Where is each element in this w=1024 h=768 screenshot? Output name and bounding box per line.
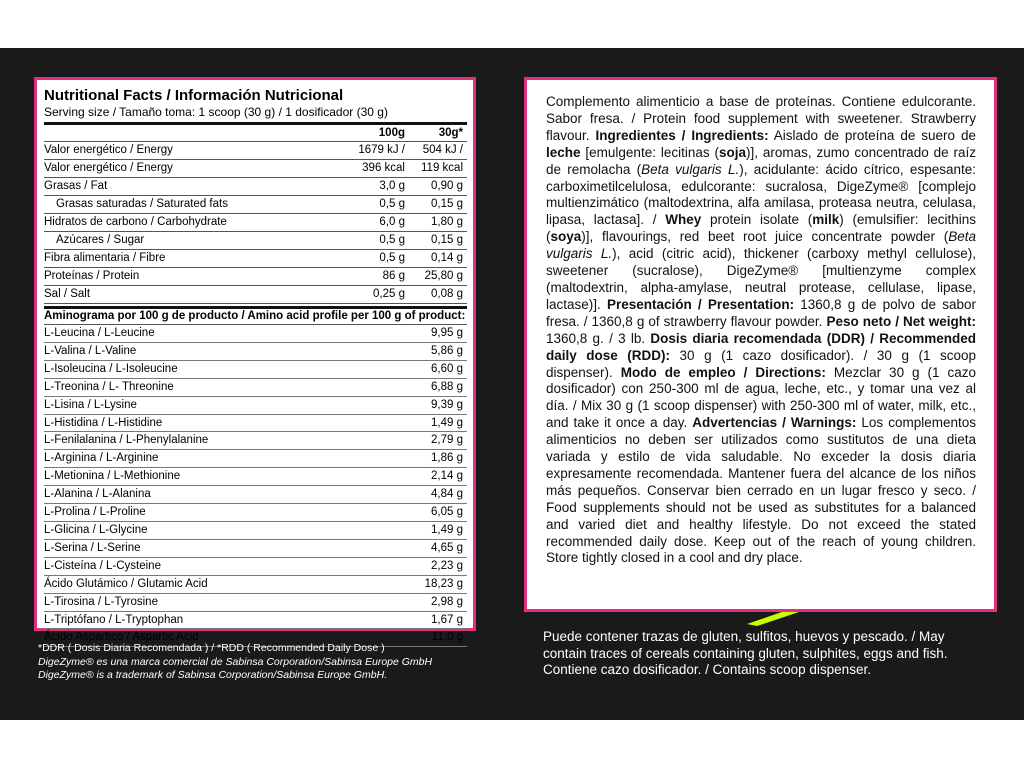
nutrition-title: Nutritional Facts / Información Nutricional	[44, 87, 344, 104]
nutrient-name: Valor energético / Energy	[44, 142, 353, 160]
value-100g: 1679 kJ /	[353, 142, 411, 160]
nutrient-name: Hidratos de carbono / Carbohydrate	[44, 214, 353, 232]
nutrition-row	[44, 178, 467, 196]
amino-row	[44, 539, 467, 557]
allergen-whey: Whey	[665, 212, 702, 228]
amino-value: 4,65 g	[393, 539, 467, 557]
amino-row	[44, 468, 467, 486]
nutrition-row	[44, 268, 467, 286]
nutrient-name: Proteínas / Protein	[44, 268, 353, 286]
amino-name: L-Leucina / L-Leucine	[44, 325, 393, 342]
amino-value: 1,49 g	[393, 414, 467, 432]
amino-row	[44, 378, 467, 396]
amino-value: 6,60 g	[393, 360, 467, 378]
amino-table	[44, 325, 467, 647]
amino-name: Ácido Aspártico / Aspartic Acid	[44, 629, 393, 647]
nutrient-name: Valor energético / Energy	[44, 160, 353, 178]
value-30g: 1,80 g	[411, 214, 467, 232]
trademark-note-es: DigeZyme® es una marca comercial de Sabinsa Corporation/Sabinsa Europe GmbH	[38, 655, 433, 668]
nutrition-row	[44, 160, 467, 178]
amino-row	[44, 432, 467, 450]
value-30g: 25,80 g	[411, 268, 467, 286]
amino-row	[44, 450, 467, 468]
net-weight-heading: Peso neto / Net weight:	[826, 313, 976, 329]
value-30g: 119 kcal	[411, 160, 467, 178]
value-30g: 0,15 g	[411, 196, 467, 214]
amino-value: 2,79 g	[393, 432, 467, 450]
footnotes	[38, 642, 478, 683]
daily-dose-text: 30 g (1 cazo dosificador). / 30 g (1 scoop dispenser).	[546, 347, 976, 380]
value-30g: 0,08 g	[411, 286, 467, 304]
ingredients-text-segment: )], aromas, zumo concentrado de raíz de remolacha (	[546, 144, 976, 177]
amino-name: L-Triptófano / L-Tryptophan	[44, 611, 393, 629]
amino-value: 4,84 g	[393, 486, 467, 504]
serving-size: Serving size / Tamaño toma: 1 scoop (30 g) / 1 dosificador (30 g)	[44, 105, 467, 125]
amino-value: 9,39 g	[393, 396, 467, 414]
nutrient-name: Grasas / Fat	[44, 178, 353, 196]
amino-name: L-Valina / L-Valine	[44, 342, 393, 360]
amino-name: Ácido Glutámico / Glutamic Acid	[44, 575, 393, 593]
ddr-note: *DDR ( Dosis Diaria Recomendada ) / *RDD ( Recommended Daily Dose )	[38, 642, 385, 654]
allergen-soya: soya	[550, 229, 582, 245]
nutrition-facts-panel	[34, 77, 476, 644]
amino-name: L-Serina / L-Serine	[44, 539, 393, 557]
nutrition-table	[44, 125, 467, 304]
value-100g: 396 kcal	[353, 160, 411, 178]
amino-value: 2,23 g	[393, 557, 467, 575]
amino-name: L-Treonina / L- Threonine	[44, 378, 393, 396]
net-weight-text: 1360,8 g. / 3 lb.	[546, 330, 651, 346]
ingredients-text-segment: ) (emulsifier: lecithins (	[546, 212, 976, 245]
amino-name: L-Tirosina / L-Tyrosine	[44, 593, 393, 611]
nutrition-row	[44, 232, 467, 250]
latin-name: Beta vulgaris L.	[641, 161, 740, 177]
amino-name: L-Fenilalanina / L-Phenylalanine	[44, 432, 393, 450]
allergen-soja: soja	[718, 144, 746, 160]
ingredients-text	[546, 94, 976, 567]
presentation-heading: Presentación / Presentation:	[606, 296, 795, 312]
value-30g: 504 kJ /	[411, 142, 467, 160]
amino-name: L-Lisina / L-Lysine	[44, 396, 393, 414]
value-100g: 86 g	[353, 268, 411, 286]
ingredients-panel	[524, 77, 997, 612]
amino-value: 1,86 g	[393, 450, 467, 468]
ingredients-text-segment: [emulgente: lecitinas (	[580, 144, 719, 160]
amino-name: L-Isoleucina / L-Isoleucine	[44, 360, 393, 378]
daily-dose-heading: Dosis diaria recomendada (DDR) / Recommended daily dose (RDD):	[546, 330, 976, 363]
amino-value: 2,98 g	[393, 593, 467, 611]
amino-row	[44, 521, 467, 539]
nutrition-row	[44, 196, 467, 214]
nutrient-name: Azúcares / Sugar	[44, 232, 353, 250]
amino-value: 2,14 g	[393, 468, 467, 486]
amino-row	[44, 342, 467, 360]
amino-value: 6,05 g	[393, 504, 467, 522]
value-100g: 0,5 g	[353, 232, 411, 250]
nutrition-header-row	[44, 125, 467, 142]
ingredients-heading: Ingredientes / Ingredients:	[595, 127, 769, 143]
amino-row	[44, 557, 467, 575]
value-100g: 3,0 g	[353, 178, 411, 196]
amino-row	[44, 486, 467, 504]
amino-name: L-Histidina / L-Histidine	[44, 414, 393, 432]
presentation-text: 1360,8 g de polvo de sabor fresa. / 1360,8 g of strawberry flavour powder.	[546, 296, 976, 329]
nutrition-row	[44, 214, 467, 232]
amino-row	[44, 325, 467, 342]
warnings-text: Los complementos alimenticios no deben ser utilizados como sustitutos de una dieta variada y estilo de vida saludable. No exceder la dosis diaria expresamente recomendada. Mantener fuera del alcance de los niños más pequeños. Conservar bien cerrado en un lugar fresco y seco. / Food supplements should not be used as substitutes for a balanced and varied diet and healthy lifestyle. Do not exceed the stated recommended daily dose. Keep out of the reach of young children. Store tightly closed in a cool and dry place.	[546, 415, 977, 566]
allergen-notice: Puede contener trazas de gluten, sulfitos, huevos y pescado. / May contain traces of cereals containing gluten, sulphites, eggs and fish. Contiene cazo dosificador. / Contains scoop dispenser.	[543, 629, 948, 677]
amino-row	[44, 611, 467, 629]
value-100g: 0,5 g	[353, 196, 411, 214]
amino-row	[44, 414, 467, 432]
amino-value: 5,86 g	[393, 342, 467, 360]
warnings-heading: Advertencias / Warnings:	[692, 415, 857, 431]
amino-profile-title: Aminograma por 100 g de producto / Amino acid profile per 100 g of product:	[44, 306, 467, 325]
col-30g-header: 30g*	[411, 125, 467, 142]
amino-name: L-Alanina / L-Alanina	[44, 486, 393, 504]
trademark-note-en: DigeZyme® is a trademark of Sabinsa Corporation/Sabinsa Europe GmbH.	[38, 669, 388, 681]
amino-value: 1,67 g	[393, 611, 467, 629]
value-100g: 6,0 g	[353, 214, 411, 232]
value-30g: 0,90 g	[411, 178, 467, 196]
amino-value: 18,23 g	[393, 575, 467, 593]
allergen-milk-en: milk	[812, 212, 840, 228]
value-100g: 0,25 g	[353, 286, 411, 304]
amino-row	[44, 575, 467, 593]
nutrient-name: Fibra alimentaria / Fibre	[44, 250, 353, 268]
amino-value: 6,88 g	[393, 378, 467, 396]
value-30g: 0,14 g	[411, 250, 467, 268]
value-100g: 0,5 g	[353, 250, 411, 268]
nutrient-name: Sal / Salt	[44, 286, 353, 304]
ingredients-text-segment: )], flavourings, red beet root juice concentrate powder (	[581, 229, 949, 245]
amino-row	[44, 593, 467, 611]
latin-name: Beta vulgaris L.	[546, 229, 976, 262]
amino-value: 1,49 g	[393, 521, 467, 539]
ingredients-text-segment: ), acidulante: ácido cítrico, espesante: carboximetilcelulosa, edulcorante: sucralosa, DigeZyme® [complejo multienzimático (maltodextrina, alfa amilasa, proteasa neutra, celulasa, lipasa, lactasa]. /	[546, 161, 976, 228]
amino-name: L-Arginina / L-Arginine	[44, 450, 393, 468]
amino-name: L-Prolina / L-Proline	[44, 504, 393, 522]
amino-name: L-Glicina / L-Glycine	[44, 521, 393, 539]
amino-name: L-Metionina / L-Methionine	[44, 468, 393, 486]
directions-heading: Modo de empleo / Directions:	[620, 364, 826, 380]
ingredients-text-segment: protein isolate (	[701, 212, 813, 228]
value-30g: 0,15 g	[411, 232, 467, 250]
amino-name: L-Cisteína / L-Cysteine	[44, 557, 393, 575]
nutrition-row	[44, 142, 467, 160]
ingredients-text-segment: ), acid (citric acid), thickener (carboxy methyl cellulose), sweetener (sucralose), DigeZyme® [multienzyme complex (maltodextrin, alpha-amylase, neutral protease, cellulase, lipase, lactase)].	[546, 246, 976, 312]
amino-row	[44, 396, 467, 414]
col-100g-header: 100g	[353, 125, 411, 142]
product-description: Complemento alimenticio a base de proteínas. Contiene edulcorante. Sabor fresa. / Protein food supplement with sweetener. Strawberry flavour.	[546, 94, 976, 143]
directions-text: Mezclar 30 g (1 cazo dosificador) con 250-300 ml de agua, leche, etc., y tomar una vez al día. / Mix 30 g (1 scoop dispenser) with 250-300 ml of water, milk, etc., and take it once a day.	[546, 364, 976, 431]
nutrition-row	[44, 286, 467, 304]
amino-value: 9,95 g	[393, 325, 467, 342]
nutrient-name: Grasas saturadas / Saturated fats	[44, 196, 353, 214]
allergen-milk-es: leche	[546, 144, 581, 160]
amino-row	[44, 504, 467, 522]
nutrition-row	[44, 250, 467, 268]
amino-value: 11,0 g	[393, 629, 467, 647]
ingredients-text-segment: Aislado de proteína de suero de	[768, 127, 976, 143]
amino-row	[44, 360, 467, 378]
